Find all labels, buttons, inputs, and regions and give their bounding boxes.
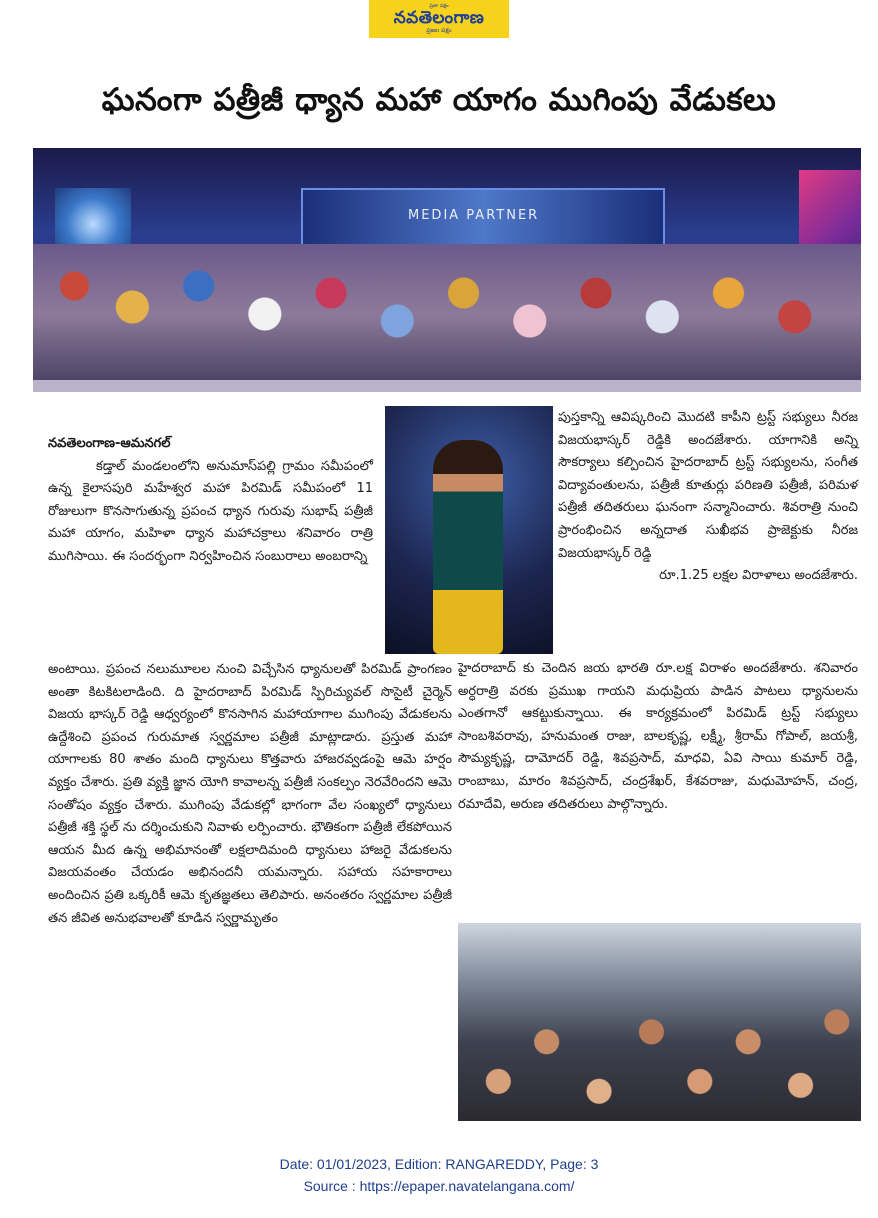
article-column-right (458, 658, 858, 816)
footer-source-url: Source : https://epaper.navatelangana.com/ (303, 1178, 575, 1194)
article-paragraph-2: అంటాయి. ప్రపంచ నలుమూలల నుంచి విచ్చేసిన ధ్యానులతో పిరమిడ్ ప్రాంగణం అంతా కిటకిటలాడింది. ది హైదరాబాద్ పిరమిడ్ స్పిరిచ్యువల్ సొసైటీ చైర్మెన్ విజయ భాస్కర్ రెడ్డి ఆధ్వర్యంలో కొనసాగిన మహాయాగాల ముగింపు వేడుకలను ఉద్దేశించి ప్రపంచ గురుమాత స్వర్ణమాల పత్రీజీ మాట్లాడారు. ప్రస్తుత మహా యాగాలకు 80 శాతం మంది ధ్యానులు కొత్తవారు హాజరవ్వడంపై ఆమె హర్షం వ్యక్తం చేశారు. ప్రతి వ్యక్తి జ్ఞాన యోగి కావాలన్న పత్రీజీ సంకల్పం నెరవేరిందని ఆమె సంతోషం వ్యక్తం చేశారు. ముగింపు వేడుకల్లో భాగంగా వేల సంఖ్యలో ధ్యానులు పత్రీజీ శక్తి స్థల్ ను దర్శించుకుని నివాళు లర్పించారు. భౌతికంగా పత్రీజీ లేకపోయిన ఆయన మీద ఉన్న అభిమానంతో లక్షలాదిమంది ధ్యానులు హాజరై వేడుకలను విజయవంతం చేయడం అభినందనీ యమన్నారు. సహాయ సహకారాలు అందించిన ప్రతి ఒక్కరికీ ఆమె కృతజ్ఞతలు తెలిపారు. అనంతరం స్వర్ణమాల పత్రీజీ తన జీవిత అనుభవాలతో కూడిన స్వర్ణామృతం (48, 662, 452, 926)
masthead-top-text: ప్రజా పక్షం (429, 3, 449, 9)
masthead-logo (369, 0, 509, 38)
singer-photo (385, 406, 553, 654)
article-column-right-top (558, 407, 858, 588)
footer-edition-info: Date: 01/01/2023, Edition: RANGAREDDY, Page: 3 (279, 1156, 599, 1172)
article-paragraph-4: హైదరాబాద్ కు చెందిన జయ భారతి రూ.లక్ష విరాళం అందజేశారు. శనివారం అర్ధరాత్రి వరకు ప్రముఖ గాయని మధుప్రియ పాడిన పాటలు ధ్యానులను ఎంతగానో ఆకట్టుకున్నాయి. ఈ కార్యక్రమంలో పిరమిడ్ ట్రస్ట్ సభ్యులు సాంబశివరావు, హనుమంత రాజు, బాలకృష్ణ, లక్ష్మీ, శ్రీరామ్ గోపాల్, జయశ్రీ, సౌమ్యకృష్ణ, దామోదర్ రెడ్డి, శివప్రసాద్, మాధవి, ఏవి సాయి కుమార్ రెడ్డి, రాంబాబు, మారం శివప్రసాద్, చంద్రశేఖర్, కేశవరాజు, మధుమోహన్, చంద్ర, రమాదేవి, అరుణ తదితరులు పాల్గొన్నారు. (458, 661, 858, 812)
masthead-tagline: ప్రజల పక్షం (426, 27, 452, 34)
stage-group-photo (33, 148, 861, 392)
stage-floor (33, 380, 861, 392)
stage-group-people (33, 244, 861, 384)
article-column-left-continued (48, 659, 452, 930)
article-paragraph-3: పుస్తకాన్ని ఆవిష్కరించి మొదటి కాపీని ట్రస్ట్ సభ్యులు నీరజ విజయభాస్కర్ రెడ్డికి అందజేశారు. యాగానికి అన్ని సౌకర్యాలు కల్పించిన హైదరాబాద్ ట్రస్ట్ సభ్యులను, సంగీత విద్యావంతులను, పత్రీజీ కూతుర్లు పరిణతి పత్రీజీ, పరిమళ పత్రీజీ తదితరులు ఘనంగా సన్మానించారు. శివరాత్రి నుంచి ప్రారంభించిన అన్నదాత సుఖీభవ ప్రాజెక్టుకు నీరజ విజయభాస్కర్ రెడ్డి (558, 410, 858, 561)
article-column-left (48, 433, 373, 569)
devotees-crowd-photo (458, 923, 861, 1121)
media-partner-banner: MEDIA PARTNER (408, 208, 540, 223)
article-paragraph-1: కడ్తాల్ మండలంలోని అనుమాస్‌పల్లి గ్రామం సమీపంలో ఉన్న కైలాసపురి మహేశ్వర మహా పిరమిడ్ సమీపంలో 11 రోజులుగా కొనసాగుతున్న ప్రపంచ ధ్యాన గురువు సుభాష్ పత్రీజీ మహా యాగం, మహిళా ధ్యాన మహాచక్రాలు శనివారం రాత్రి ముగిసాయి. ఈ సందర్భంగా నిర్వహించిన సంబురాలు అంబరాన్ని (48, 458, 373, 564)
article-donation-amount: రూ.1.25 లక్షల విరాళాలు అందజేశారు. (659, 568, 858, 584)
article-headline: ఘనంగా పత్రీజీ ధ్యాన మహా యాగం ముగింపు వేడుకలు (101, 82, 777, 118)
masthead-name: నవతెలంగాణ (393, 8, 485, 28)
singer-figure (433, 440, 503, 654)
article-dateline: నవతెలంగాణ-ఆమనగల్ (48, 436, 171, 451)
page-footer (0, 1153, 878, 1197)
